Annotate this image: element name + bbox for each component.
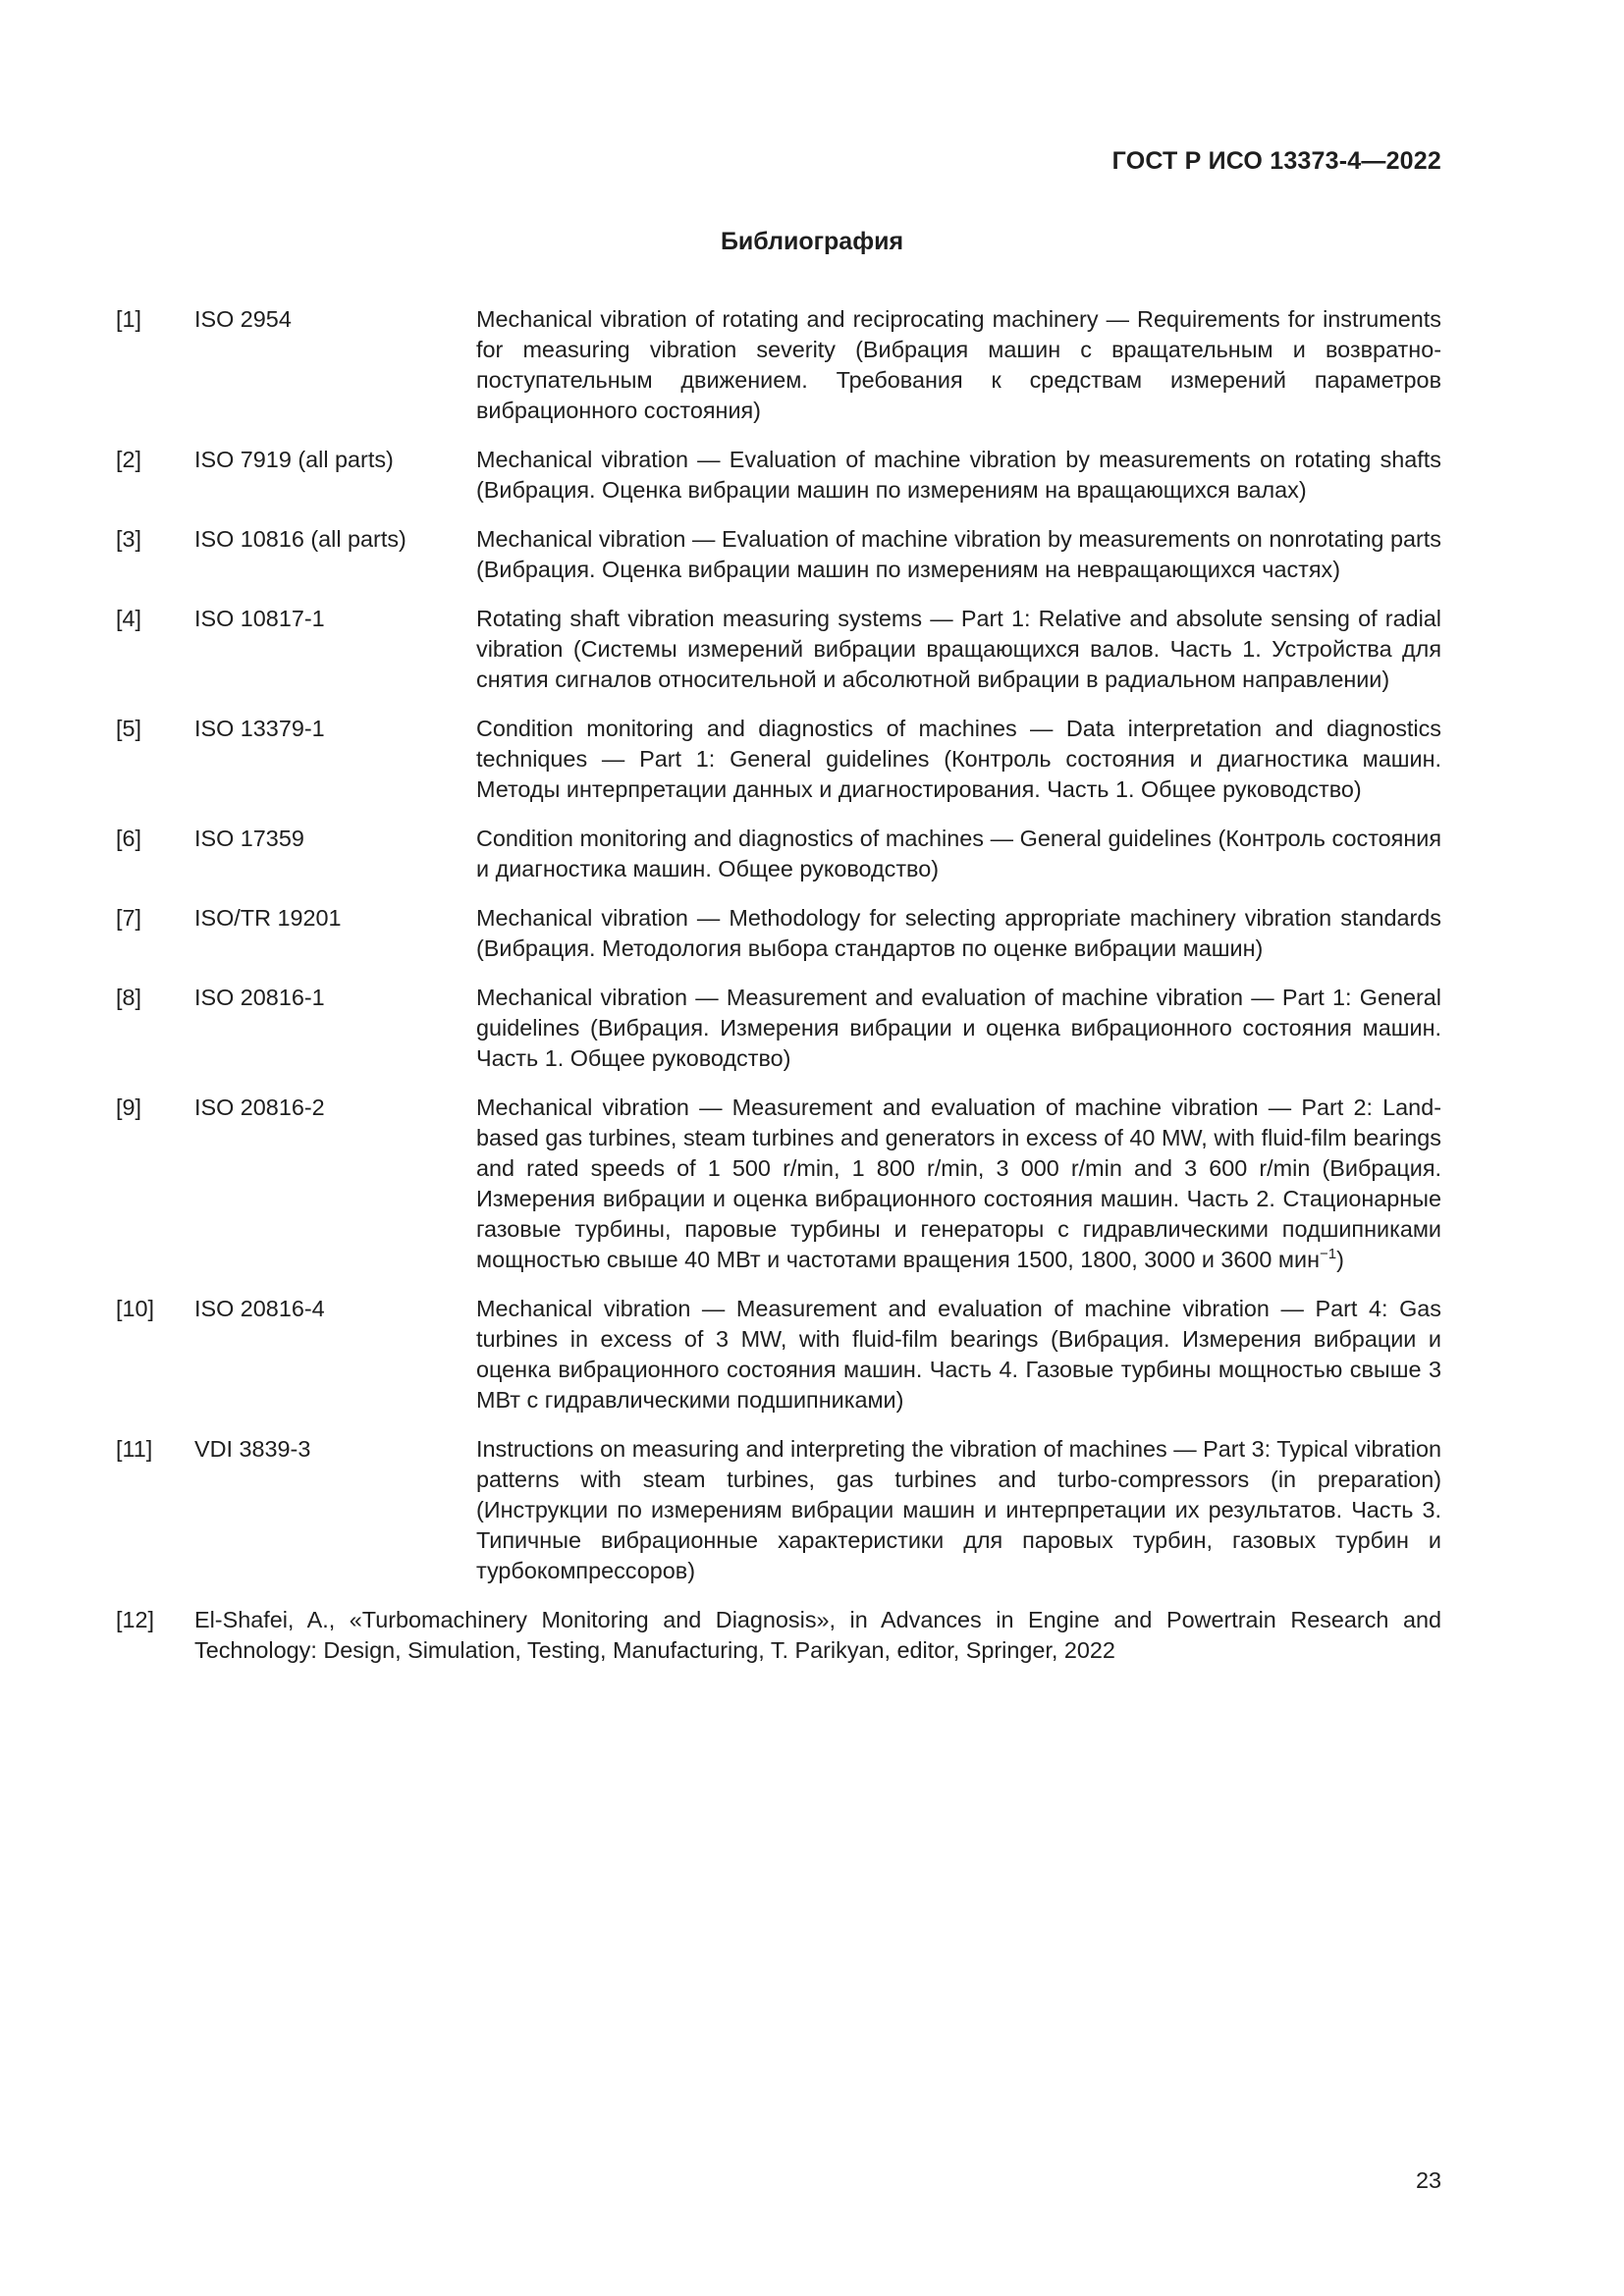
reference-code: ISO 13379-1 bbox=[194, 716, 325, 741]
reference-title: Mechanical vibration — Methodology for selecting appropriate machinery vibration standards (Вибрация. Методология выбора стандартов по оценке вибрации машин) bbox=[476, 905, 1441, 961]
reference-number: [12] bbox=[116, 1607, 155, 1632]
reference-entry bbox=[116, 1605, 1441, 1666]
reference-title: Mechanical vibration — Evaluation of machine vibration by measurements on rotating shafts (Вибрация. Оценка вибрации машин по измерениям на вращающихся валах) bbox=[476, 447, 1441, 503]
reference-title-end: ) bbox=[1336, 1247, 1344, 1272]
reference-code: ISO 2954 bbox=[194, 306, 292, 332]
reference-entry bbox=[116, 524, 1441, 585]
reference-title: Mechanical vibration — Measurement and evaluation of machine vibration — Part 4: Gas turbines in excess of 3 MW, with fluid-film bearings (Вибрация. Измерения вибрации и оценка вибрационного состояния машин. Часть 4. Газовые турбины мощностью свыше 3 МВт с гидравлическими подшипниками) bbox=[476, 1296, 1441, 1413]
reference-number: [7] bbox=[116, 905, 142, 931]
reference-entry bbox=[116, 1294, 1441, 1415]
reference-number: [3] bbox=[116, 526, 142, 552]
reference-title: Mechanical vibration — Measurement and evaluation of machine vibration — Part 1: General guidelines (Вибрация. Измерения вибрации и оценка вибрационного состояния машин. Часть 1. Общее руководство) bbox=[476, 985, 1441, 1071]
reference-code: VDI 3839-3 bbox=[194, 1436, 311, 1462]
reference-code: ISO/TR 19201 bbox=[194, 905, 342, 931]
reference-number: [11] bbox=[116, 1436, 153, 1462]
reference-title: Mechanical vibration of rotating and reciprocating machinery — Requirements for instruments for measuring vibration severity (Вибрация машин с вращательным и возвратно-поступательным движением. Требования к средствам измерений параметров вибрационного состояния) bbox=[476, 306, 1441, 423]
standard-code-header: ГОСТ Р ИСО 13373-4—2022 bbox=[1111, 147, 1441, 175]
reference-title: Condition monitoring and diagnostics of machines — General guidelines (Контроль состояния и диагностика машин. Общее руководство) bbox=[476, 826, 1441, 881]
reference-entry bbox=[116, 903, 1441, 964]
reference-entry bbox=[116, 1093, 1441, 1275]
reference-number: [4] bbox=[116, 606, 142, 631]
reference-number: [2] bbox=[116, 447, 142, 472]
reference-number: [8] bbox=[116, 985, 142, 1010]
bibliography-list bbox=[116, 304, 1441, 1684]
exponent-superscript: −1 bbox=[1320, 1246, 1337, 1263]
reference-title: Instructions on measuring and interpreting the vibration of machines — Part 3: Typical vibration patterns with steam turbines, gas turbines and turbo-compressors (in preparation) (Инструкции по измерениям вибрации машин и интерпретации их результатов. Часть 3. Типичные вибрационные характеристики для паровых турбин, газовых турбин и турбокомпрессоров) bbox=[476, 1436, 1441, 1583]
reference-entry bbox=[116, 983, 1441, 1074]
reference-entry bbox=[116, 604, 1441, 695]
reference-number: [1] bbox=[116, 306, 142, 332]
reference-entry bbox=[116, 824, 1441, 884]
reference-entry bbox=[116, 1434, 1441, 1586]
reference-title: Rotating shaft vibration measuring systems — Part 1: Relative and absolute sensing of radial vibration (Системы измерений вибрации вращающихся валов. Часть 1. Устройства для снятия сигналов относительной и абсолютной вибрации в радиальном направлении) bbox=[476, 606, 1441, 692]
reference-title bbox=[476, 1093, 1441, 1275]
page-title: Библиография bbox=[720, 228, 904, 255]
reference-number: [5] bbox=[116, 716, 142, 741]
reference-title: Condition monitoring and diagnostics of machines — Data interpretation and diagnostics techniques — Part 1: General guidelines (Контроль состояния и диагностика машин. Методы интерпретации данных и диагностирования. Часть 1. Общее руководство) bbox=[476, 716, 1441, 802]
reference-number: [10] bbox=[116, 1296, 155, 1321]
reference-code: ISO 7919 (all parts) bbox=[194, 447, 394, 472]
reference-entry bbox=[116, 445, 1441, 506]
reference-title-text: Mechanical vibration — Measurement and evaluation of machine vibration — Part 2: Land-based gas turbines, steam turbines and generators in excess of 40 MW, with fluid-film bearings and rated speeds of 1 500 r/min, 1 800 r/min, 3 000 r/min and 3 600 r/min (Вибрация. Измерения вибрации и оценка вибрационного состояния машин. Часть 2. Стационарные газовые турбины, паровые турбины и генераторы с гидравлическими подшипниками мощностью свыше 40 МВт и частотами вращения 1500, 1800, 3000 и 3600 мин bbox=[476, 1095, 1441, 1272]
reference-code: ISO 10817-1 bbox=[194, 606, 325, 631]
reference-entry bbox=[116, 714, 1441, 805]
reference-code: ISO 20816-4 bbox=[194, 1296, 325, 1321]
reference-code: ISO 17359 bbox=[194, 826, 304, 851]
reference-code: ISO 20816-2 bbox=[194, 1095, 325, 1120]
reference-code: ISO 10816 (all parts) bbox=[194, 526, 406, 552]
reference-entry bbox=[116, 304, 1441, 426]
reference-title: Mechanical vibration — Evaluation of machine vibration by measurements on nonrotating parts (Вибрация. Оценка вибрации машин по измерениям на невращающихся частях) bbox=[476, 526, 1441, 582]
reference-number: [6] bbox=[116, 826, 142, 851]
reference-title: El-Shafei, A., «Turbomachinery Monitoring and Diagnosis», in Advances in Engine and Powertrain Research and Technology: Design, Simulation, Testing, Manufacturing, T. Parikyan, editor, Springer, 2022 bbox=[194, 1607, 1441, 1663]
page-number: 23 bbox=[1415, 2167, 1441, 2193]
reference-code: ISO 20816-1 bbox=[194, 985, 325, 1010]
reference-number: [9] bbox=[116, 1095, 142, 1120]
